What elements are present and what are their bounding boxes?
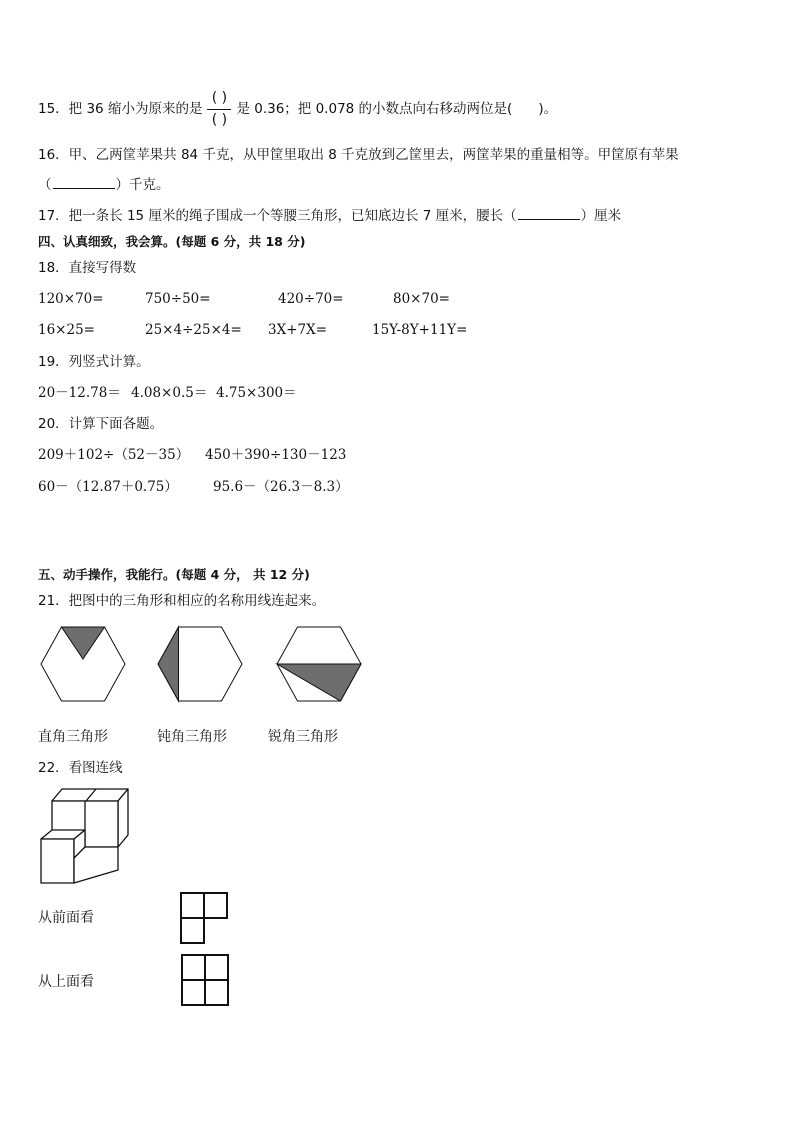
q19-item-2: 4.08×0.5＝ — [131, 385, 208, 401]
q21-title: 21．把图中的三角形和相应的名称用线连起来。 — [38, 593, 326, 609]
q19-title: 19．列竖式计算。 — [38, 354, 150, 370]
q22-title: 22．看图连线 — [38, 760, 123, 776]
q19-item-1: 20－12.78＝ — [38, 385, 121, 401]
q18-r2-c1: 16×25= — [38, 322, 95, 338]
q18-r1-c1: 120×70= — [38, 291, 104, 307]
q20-title: 20．计算下面各题。 — [38, 416, 164, 432]
q20-r1-c1: 209＋102÷（52－35） — [38, 447, 190, 463]
q15-fraction — [204, 87, 234, 131]
question-16-line1: 16．甲、乙两筐苹果共 84 千克，从甲筐里取出 8 千克放到乙筐里去，两筐苹果的重量相等。甲筐原有苹果 — [38, 147, 679, 163]
q17-text: 17．把一条长 15 厘米的绳子围成一个等腰三角形，已知底边长 7 厘米，腰长（ — [38, 208, 517, 224]
front-view-diagram[interactable] — [180, 892, 228, 944]
question-16-line2 — [38, 176, 170, 194]
q17-answer-blank[interactable] — [518, 207, 580, 220]
hexagon-figure-2[interactable] — [157, 626, 243, 702]
label-obtuse-triangle[interactable]: 钝角三角形 — [157, 729, 227, 745]
top-view-diagram[interactable] — [181, 954, 229, 1006]
shaded-triangle-2 — [158, 627, 179, 701]
cube-stack-figure — [40, 788, 130, 884]
q16-answer-blank[interactable] — [53, 176, 115, 189]
q18-r1-c2: 750÷50= — [145, 291, 211, 307]
q20-r2-c1: 60－（12.87＋0.75） — [38, 479, 178, 495]
q18-r1-c3: 420÷70= — [278, 291, 344, 307]
hexagon-figure-1[interactable] — [40, 626, 126, 702]
q15-part2: 是 0.36；把 0.078 的小数点向右移动两位是( — [236, 101, 513, 117]
q19-item-3: 4.75×300＝ — [216, 385, 297, 401]
section-5-heading: 五、动手操作，我能行。(每题 4 分， 共 12 分) — [38, 567, 310, 582]
q18-r2-c2: 25×4÷25×4= — [145, 322, 242, 338]
label-acute-triangle[interactable]: 锐角三角形 — [268, 729, 338, 745]
q16-close: ）千克。 — [115, 177, 170, 193]
fraction-numerator: ( ) — [211, 90, 228, 106]
q18-title: 18．直接写得数 — [38, 260, 137, 276]
section-4-heading: 四、认真细致，我会算。(每题 6 分，共 18 分) — [38, 234, 306, 249]
q18-r1-c4: 80×70= — [393, 291, 450, 307]
q20-r2-c2: 95.6－（26.3－8.3） — [213, 479, 349, 495]
q17-end: ）厘米 — [580, 208, 622, 224]
q16-open: （ — [38, 177, 52, 193]
view-front-label[interactable]: 从前面看 — [38, 910, 94, 926]
q18-r2-c3: 3X+7X= — [268, 322, 328, 338]
fraction-denominator: ( ) — [211, 112, 228, 128]
q18-r2-c4: 15Y-8Y+11Y= — [372, 322, 468, 338]
q20-r1-c2: 450＋390÷130－123 — [205, 447, 347, 463]
label-right-triangle[interactable]: 直角三角形 — [38, 729, 108, 745]
q15-part1: 15．把 36 缩小为原来的是 — [38, 101, 203, 117]
question-17 — [38, 207, 621, 225]
question-15 — [38, 87, 557, 131]
q15-part3: )。 — [538, 101, 558, 117]
view-top-label[interactable]: 从上面看 — [38, 974, 94, 990]
hexagon-figure-3[interactable] — [276, 626, 362, 702]
